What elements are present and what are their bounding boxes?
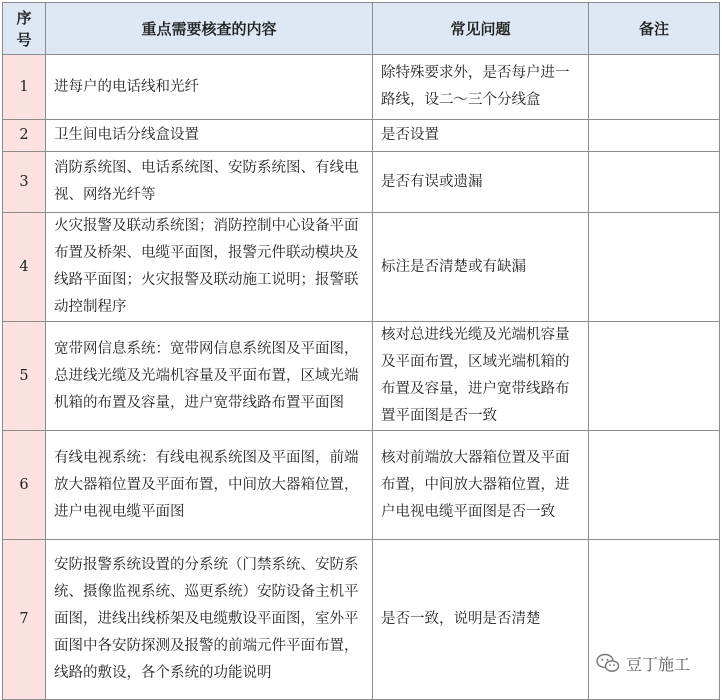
row-seq: 7 [3, 540, 46, 700]
header-content: 重点需要核查的内容 [46, 3, 373, 55]
row-seq: 4 [3, 213, 46, 322]
row-issue: 是否设置 [373, 120, 589, 152]
row-note [589, 213, 720, 322]
row-issue: 核对前端放大器箱位置及平面布置，中间放大器箱位置，进户电视电缆平面图是否一致 [373, 431, 589, 540]
watermark-text: 豆丁施工 [626, 654, 691, 674]
row-seq: 2 [3, 120, 46, 152]
row-note [589, 322, 720, 431]
table-row [3, 120, 720, 152]
header-issue: 常见问题 [373, 3, 589, 55]
row-issue: 除特殊要求外，是否每户进一路线，设二～三个分线盒 [373, 55, 589, 120]
header-row [3, 3, 720, 55]
row-content: 宽带网信息系统：宽带网信息系统图及平面图，总进线光缆及光端机容量及平面布置，区域光端机箱的布置及容量，进户宽带线路布置平面图 [46, 322, 373, 431]
header-seq: 序号 [3, 3, 46, 55]
row-note [589, 120, 720, 152]
row-seq: 6 [3, 431, 46, 540]
row-note [589, 431, 720, 540]
table-row [3, 431, 720, 540]
table-row [3, 55, 720, 120]
row-issue: 标注是否清楚或有缺漏 [373, 213, 589, 322]
review-table [2, 2, 720, 700]
row-note [589, 55, 720, 120]
table-row [3, 322, 720, 431]
row-note [589, 540, 720, 700]
header-note: 备注 [589, 3, 720, 55]
row-content: 有线电视系统：有线电视系统图及平面图，前端放大器箱位置及平面布置，中间放大器箱位置，进户电视电缆平面图 [46, 431, 373, 540]
table-row [3, 213, 720, 322]
row-content: 火灾报警及联动系统图；消防控制中心设备平面布置及桥架、电缆平面图，报警元件联动模块及线路平面图；火灾报警及联动施工说明；报警联动控制程序 [46, 213, 373, 322]
table-row [3, 540, 720, 700]
row-issue: 核对总进线光缆及光端机容量及平面布置，区域光端机箱的布置及容量，进户宽带线路布置平面图是否一致 [373, 322, 589, 431]
row-content: 进每户的电话线和光纤 [46, 55, 373, 120]
table-row [3, 152, 720, 213]
watermark [592, 652, 694, 674]
row-issue: 是否一致，说明是否清楚 [373, 540, 589, 700]
row-content: 安防报警系统设置的分系统（门禁系统、安防系统、摄像监视系统、巡更系统）安防设备主机平面图，进线出线桥架及电缆敷设平面图，室外平面图中各安防探测及报警的前端元件平面布置，线路的敷设，各个系统的功能说明 [46, 540, 373, 700]
row-seq: 3 [3, 152, 46, 213]
row-content: 消防系统图、电话系统图、安防系统图、有线电视、网络光纤等 [46, 152, 373, 213]
row-seq: 1 [3, 55, 46, 120]
wechat-icon [596, 653, 620, 673]
row-note [589, 152, 720, 213]
row-issue: 是否有误或遗漏 [373, 152, 589, 213]
row-seq: 5 [3, 322, 46, 431]
row-content: 卫生间电话分线盒设置 [46, 120, 373, 152]
